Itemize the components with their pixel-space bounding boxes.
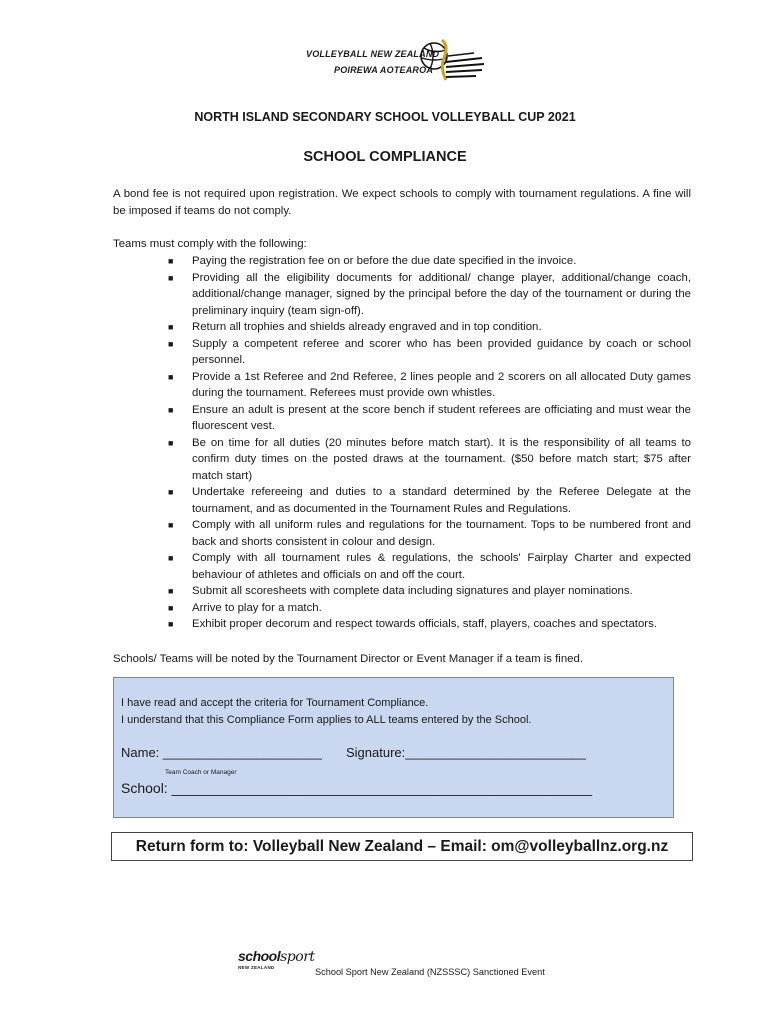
rule-item: ■ Submit all scoresheets with complete data including signatures and player nominations. [113,583,691,600]
rule-item: ■ Supply a competent referee and scorer who has been provided guidance by coach or school personnel. [168,337,691,366]
rule-item: ■ Arrive to play for a match. [113,600,691,617]
return-form-box: Return form to: Volleyball New Zealand – Email: om@volleyballnz.org.nz [111,832,693,861]
org-name-english: VOLLEYBALL NEW ZEALAND [306,49,440,59]
rule-item: ■ Be on time for all duties (20 minutes before match start). It is the responsibility of all teams to confirm duty times on the posted draws at the tournament. ($50 before match start; $75 after match start) [168,436,691,482]
signature-field[interactable]: Signature:_________________________ [346,745,587,760]
volleyball-fern-icon [416,36,496,84]
volleyball-nz-logo [306,36,496,84]
bullet-icon: ■ [168,553,174,563]
rule-item: ■ Comply with all tournament rules & regulations, the schools' Fairplay Charter and expected behaviour of athletes and officials on and off the court. [168,552,691,581]
rule-item: ■ Comply with all uniform rules and regulations for the tournament. Tops to be numbered front and back and shorts consistent in colour and design. [168,519,691,548]
footer-sanction-text: School Sport New Zealand (NZSSSC) Sanctioned Event [315,967,545,977]
acknowledgement-box [113,677,674,818]
coach-note: Team Coach or Manager [165,769,237,776]
school-sport-wordmark: schoolsport [238,948,315,965]
ack-line-2: I understand that this Compliance Form applies to ALL teams entered by the School. [121,714,532,726]
rule-item: ■ Ensure an adult is present at the score bench if student referees are officiating and must wear the fluorescent vest. [168,403,691,432]
rule-item: ■ Undertake refereeing and duties to a standard determined by the Referee Delegate at the tournament, and as documented in the Tournament Rules and Regulations. [168,486,691,515]
rule-item: ■ Exhibit proper decorum and respect towards officials, staff, players, coaches and spectators. [113,616,691,633]
bullet-icon: ■ [168,487,174,497]
school-sport-logo [238,948,318,976]
bullet-icon: ■ [168,437,174,448]
document-title: NORTH ISLAND SECONDARY SCHOOL VOLLEYBALL CUP 2021 [194,110,576,124]
bullet-icon: ■ [168,371,174,382]
bullet-icon: ■ [168,272,174,283]
intro-paragraph: A bond fee is not required upon registration. We expect schools to comply with tournament regulations. A fine will be imposed if teams do not comply. [113,188,691,217]
bullet-icon: ■ [168,619,174,629]
name-field[interactable]: Name: ______________________ [121,745,322,760]
bullet-icon: ■ [168,404,174,415]
bullet-icon: ■ [168,256,174,266]
bullet-icon: ■ [168,602,174,613]
bullet-icon: ■ [168,586,174,596]
org-name-maori: POIREWA AOTEAROA [334,65,434,75]
ack-line-1: I have read and accept the criteria for Tournament Compliance. [121,697,429,709]
rules-list [113,253,691,633]
bullet-icon: ■ [168,322,174,332]
rule-item: ■ Provide a 1st Referee and 2nd Referee, 2 lines people and 2 scorers on all allocated Duty games during the tournament. Referees must provide own whistles. [168,370,691,399]
bullet-icon: ■ [168,338,174,349]
rule-item: ■ Return all trophies and shields already engraved and in top condition. [113,319,691,336]
rule-item: ■ Providing all the eligibility documents for additional/ change player, additional/change coach, additional/change manager, signed by the principal before the day of the tournament or during the preliminary inquiry (team sign-off). [168,271,691,317]
document-subtitle: SCHOOL COMPLIANCE [303,149,467,165]
school-field[interactable]: School: ______________________________________________________ [121,780,593,796]
rule-item: ■ Paying the registration fee on or before the due date specified in the invoice. [113,253,691,270]
school-sport-sub: NEW ZEALAND [238,965,275,970]
rules-lead: Teams must comply with the following: [113,238,307,250]
fined-note: Schools/ Teams will be noted by the Tournament Director or Event Manager if a team is fined. [113,653,583,665]
bullet-icon: ■ [168,520,174,530]
